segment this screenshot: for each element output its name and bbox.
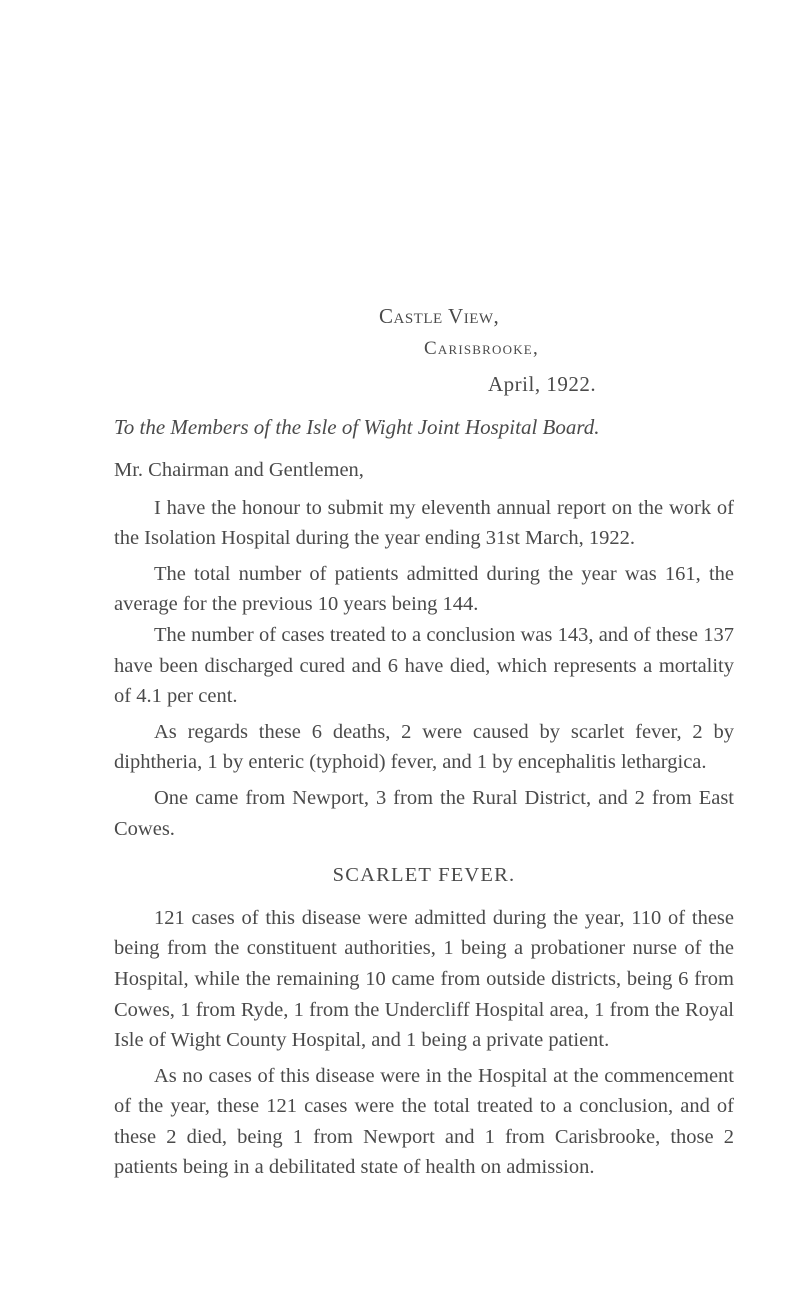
paragraph-deaths: As regards these 6 deaths, 2 were caused by scarlet fever, 2 by diphtheria, 1 by enteric (typhoid) fever, and 1 by encephalitis lethargica. (114, 720, 734, 774)
paragraph-origins: One came from Newport, 3 from the Rural District, and 2 from East Cowes. (114, 786, 734, 840)
paragraph-admissions: The total number of patients admitted during the year was 161, the average for the previous 10 years being 144. (114, 562, 734, 616)
paragraph-scarlet-admissions: 121 cases of this disease were admitted during the year, 110 of these being from the constituent authorities, 1 being a probationer nurse of the Hospital, while the remaining 10 came from outside districts, being 6 from Cowes, 1 from Ryde, 1 from the Undercliff Hospital area, 1 from the Royal Isle of Wight County Hospital, and 1 being a private patient. (114, 906, 734, 1052)
paragraph-intro: I have the honour to submit my eleventh annual report on the work of the Isolation Hospital during the year ending 31st March, 1922. (114, 496, 734, 550)
paragraph-cases-treated: The number of cases treated to a conclusion was 143, and of these 137 have been discharged cured and 6 have died, which represents a mortality of 4.1 per cent. (114, 623, 734, 708)
address-line-2: Carisbrooke, (424, 338, 539, 359)
paragraph-scarlet-outcomes: As no cases of this disease were in the Hospital at the commencement of the year, these 121 cases were the total treated to a conclusion, and of these 2 died, being 1 from Newport and 1 from Carisbrooke, those 2 patients being in a debilitated state of health on admission. (114, 1064, 734, 1179)
report-body (114, 455, 734, 1183)
address-date: April, 1922. (488, 372, 597, 396)
salutation: Mr. Chairman and Gentlemen, (114, 459, 364, 481)
section-heading-scarlet-fever: SCARLET FEVER. (332, 864, 516, 887)
address-line-1: Castle View, (379, 304, 500, 328)
addressee: To the Members of the Isle of Wight Joint Hospital Board. (114, 415, 600, 439)
